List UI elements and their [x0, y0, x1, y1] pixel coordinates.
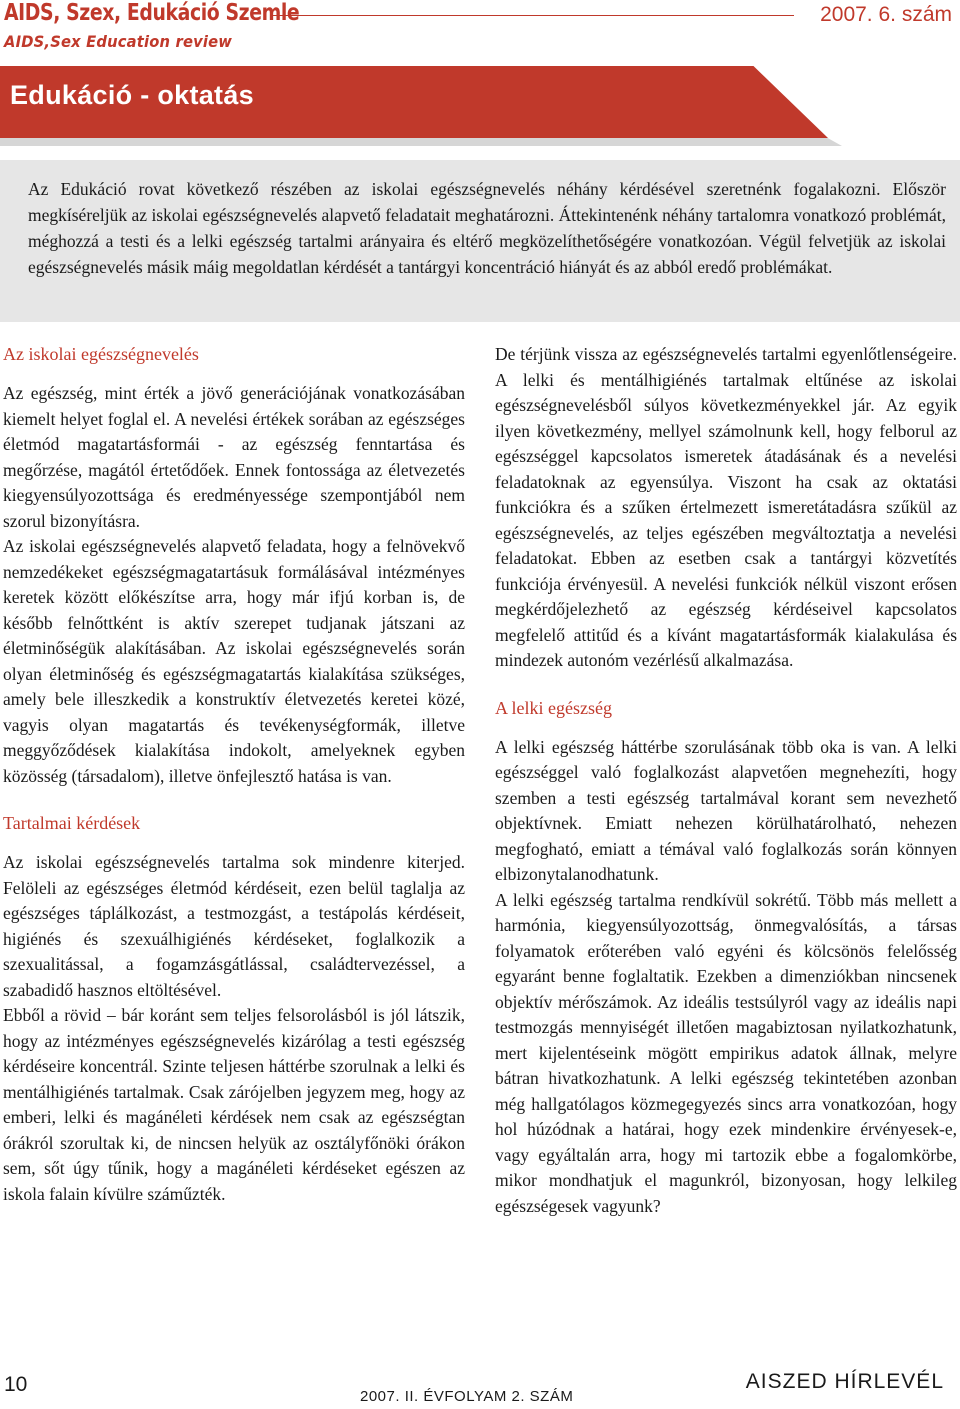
page-number: 10 [4, 1373, 28, 1396]
heading-lelki-egeszseg: A lelki egészség [495, 697, 612, 718]
paragraph: Ebből a rövid – bár koránt sem teljes felsorolásból is jól látszik, hogy az intézményes egészségnevelés kizárólag a testi egészség kérdéseire koncentrál. Szinte teljesen háttérbe szorulnak a lelki és mentálhigiénés tartalmak. Csak zárójelben jegyzem meg, hogy az emberi, lelki és magánéleti kérdések nem csak az egészségtan órákról szorultak ki, de nincsen helyük az osztályfőnöki órákon sem, sőt úgy tűnik, hogy a magánéleti kérdéseket egészen az iskola falain kívülre száműzték. [3, 1005, 465, 1204]
paragraph: A lelki egészség tartalma rendkívül sokrétű. Több más mellett a harmónia, kiegyensúlyozottság, önmegvalósítás, a társas folyamatok erőterében való egyéni és kölcsönös felelősség egyaránt benne foglaltatik. Ezekben a dimenziókban nincsenek objektív mérőszámok. Az ideális testsúlyról vagy az ideális napi testmozgás mennyiségét illetően magabiztosan nyilatkozhatunk, mert kijelentéseink mögött empirikus adatok állnak, melyre bátran hivatkozhatunk. A lelki egészség tekintetében azonban még hallgatólagos közmegegyezés sincs arra vonatkozóan, hogy hol húzódnak a határai, hogy ezek mindenkire érvényesek-e, vagy egyáltalán arra, hogy mi tartozik ebbe a fogalomkörbe, mikor mondhatjuk el magunkról, bizonyosan, hogy lelkileg egészségesek vagyunk? [495, 889, 957, 1216]
heading-tartalmai-kerdesek: Tartalmai kérdések [3, 813, 141, 833]
intro-box [0, 160, 960, 322]
footer-brand: AISZED HÍRLEVÉL [745, 1370, 944, 1393]
paragraph: Az iskolai egészségnevelés alapvető feladata, hogy a felnövekvő nemzedékeket egészségmagatartásuk formálásával intézményes keretek között előkészítse arra, hogy már ifjú korban is, de később felnőttként is aktív szerepet tudjanak játszani az életminőségük alakításában. Az iskolai egészségnevelés során olyan életminőség és egészségmagatartás kialakítása szükséges, amely bele illeszkedik a konstruktív életvezetés keretei közé, vagyis olyan magatartás és tevékenységformák, illetve meggyőződések kialakítása indokolt, amelyeknek egyben közösség (társadalom), illetve önfejlesztő hatása is van. [3, 536, 465, 786]
masthead-title: AIDS, Szex, Edukáció Szemle [4, 0, 300, 26]
paragraph: De térjünk vissza az egészségnevelés tartalmi egyenlőtlenségeire. A lelki és mentálhigiénés tartalmak eltűnése az iskolai egészségnevelésből súlyos következményekkel jár. Az egyik ilyen következmény, mellyel számolnunk kell, hogy felborul az egészséggel kapcsolatos ismeretek átadásának és a nevelési feladatoknak az egyensúlya. Viszont ha csak az oktatási funkciókra és a szűken értelmezett ismeretátadásra szűkül az egészségnevelés, az teljes egészében megváltoztatja a nevelési feladatokat. Ebben az esetben csak a tantárgyi közvetítés funkciója érvényesül. A nevelési funkciók nélkül viszont erősen megkérdőjelezhető az egészség kérdéseivel kapcsolatos megfelelő attitűd és a kívánt magatartásformák kialakulása és mindezek autonóm vezérlésű alkalmazása. [495, 344, 957, 670]
footer-volume: 2007. II. ÉVFOLYAM 2. SZÁM [360, 1388, 574, 1405]
masthead-subtitle: AIDS,Sex Education review [4, 32, 233, 51]
section-title: Edukáció - oktatás [10, 80, 254, 110]
paragraph: A lelki egészség háttérbe szorulásának több oka is van. A lelki egészséggel való foglalkozást alapvetően megnehezíti, hogy szemben a testi egészség tartalmával korant sem nevezhető objektívnek. Emiatt nehezen körülhatárolható, nehezen megfogható, emiatt a témával való foglalkozás során könnyen elbizonytalanodhatunk. [495, 736, 957, 884]
paragraph: Az egészség, mint érték a jövő generációjának vonatkozásában kiemelt helyet foglal el. A nevelési értékek sorában az egészséges életmód magatartásformái - az egészség fenntartása és megőrzése, magától értetődőek. Ennek fontossága az életvezetés kiegyensúlyozottsága és eredményessége szempontjából nem szorul bizonyításra. [3, 383, 465, 531]
section-banner-shadow [0, 138, 842, 146]
right-column [495, 342, 957, 1219]
left-column [3, 342, 465, 1207]
paragraph: Az iskolai egészségnevelés tartalma sok mindenre kiterjed. Felöleli az egészséges életmód kérdéseit, ezen belül taglalja az egészséges táplálkozást, a testmozgást, a testápolás kérdéseit, higiénés és szexuálhigiénés kérdéseket, foglalkozik a szexualitással, a fogamzásgátlással, családtervezéssel, a szabadidő hasznos eltöltésével. [3, 852, 465, 1000]
masthead-divider [270, 15, 794, 16]
heading-iskolai-egeszsegneveles: Az iskolai egészségnevelés [3, 344, 199, 364]
issue-number: 2007. 6. szám [820, 3, 952, 26]
intro-text: Az Edukáció rovat következő részében az iskolai egészségnevelés néhány kérdésével szeretnénk fogalakozni. Először megkíséreljük az iskolai egészségnevelés alapvető feladatait meghatározni. Áttekintenénk néhány tartalomra vonatkozó problémát, méghozzá a testi és a lelki egészség tartalmi arányaira és eltérő megközelíthetőségére vonatkozóan. Végül felvetjük az iskolai egészségnevelés másik máig megoldatlan kérdését a tantárgyi koncentráció hiányát és az abból eredő problémákat. [28, 179, 946, 277]
masthead [0, 0, 960, 60]
